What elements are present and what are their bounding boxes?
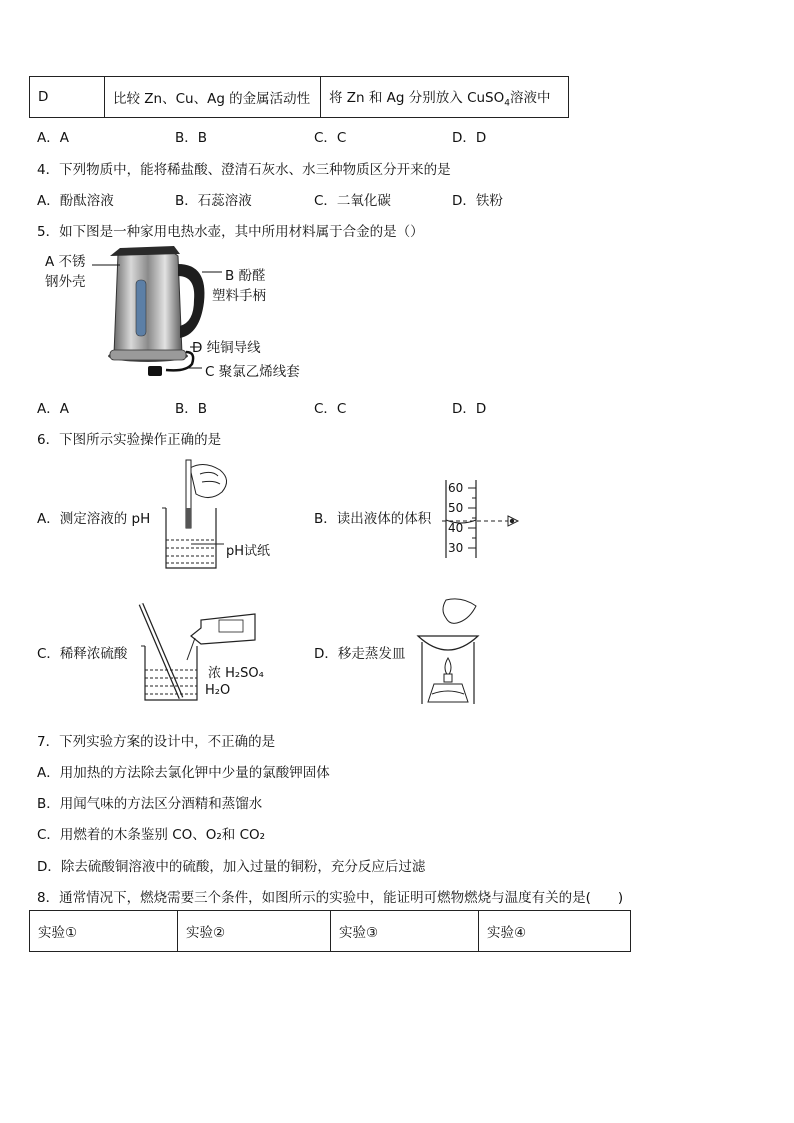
ph-paper-note: pH试纸: [226, 544, 271, 559]
dilute-acid-illustration: [135, 600, 265, 704]
kettle-label-a1: A 不锈: [45, 254, 86, 270]
kettle-label-a2: 钢外壳: [45, 274, 86, 290]
evaporating-dish-illustration: [410, 596, 486, 708]
q3-option-a: A．A: [37, 130, 69, 146]
water-note: H₂O: [205, 683, 231, 698]
q7-option-a: A．用加热的方法除去氯化钾中少量的氯酸钾固体: [37, 765, 330, 781]
table-row: [30, 911, 631, 952]
q7-option-b: B．用闻气味的方法区分酒精和蒸馏水: [37, 796, 263, 812]
table-cell: 实验③: [331, 911, 479, 952]
cell-text: 将 Zn 和 Ag 分别放入 CuSO: [329, 89, 505, 106]
q5-option-c: C．C: [314, 401, 347, 417]
q5-stem: 5．如下图是一种家用电热水壶，其中所用材料属于合金的是（）: [37, 224, 424, 240]
q6-option-d-label: D．移走蒸发皿: [314, 646, 406, 662]
scale-60: 60: [448, 481, 464, 495]
scale-50: 50: [448, 501, 464, 515]
q5-option-a: A．A: [37, 401, 69, 417]
table-cell: [321, 77, 569, 118]
q3-option-c: C．C: [314, 130, 347, 146]
q5-option-b: B．B: [175, 401, 208, 417]
conc-h2so4-note: 浓 H₂SO₄: [208, 666, 264, 681]
q4-stem: 4．下列物质中，能将稀盐酸、澄清石灰水、水三种物质区分开来的是: [37, 162, 451, 178]
kettle-leader-lines: [90, 255, 240, 380]
scale-30: 30: [448, 541, 464, 555]
table-cell: 实验④: [479, 911, 631, 952]
q3-option-d: D．D: [452, 130, 487, 146]
q7-option-d: D．除去硫酸铜溶液中的硫酸，加入过量的铜粉，充分反应后过滤: [37, 859, 426, 875]
q6-option-b-label: B．读出液体的体积: [314, 511, 432, 527]
q6-option-c-label: C．稀释浓硫酸: [37, 646, 128, 662]
q6-stem: 6．下图所示实验操作正确的是: [37, 432, 222, 448]
q8-stem: 8．通常情况下，燃烧需要三个条件，如图所示的实验中，能证明可燃物燃烧与温度有关的是( ): [37, 890, 624, 906]
experiment-table: [29, 910, 631, 952]
q5-option-d: D．D: [452, 401, 487, 417]
q4-option-b: B．石蕊溶液: [175, 193, 252, 209]
q7-option-c: C．用燃着的木条鉴别 CO、O₂和 CO₂: [37, 827, 266, 843]
q3-option-b: B．B: [175, 130, 208, 146]
scale-40: 40: [448, 521, 464, 535]
table-cell: 实验①: [30, 911, 178, 952]
q7-stem: 7．下列实验方案的设计中，不正确的是: [37, 734, 276, 750]
table-cell: D: [30, 77, 105, 118]
subscript: 4: [504, 98, 510, 109]
table-cell: 比较 Zn、Cu、Ag 的金属活动性: [105, 77, 321, 118]
kettle-label-c: C 聚氯乙烯线套: [205, 364, 300, 380]
cell-text: 溶液中: [509, 89, 551, 106]
table-row: [30, 77, 569, 118]
top-table: [29, 76, 569, 118]
table-cell: 实验②: [178, 911, 331, 952]
q4-option-a: A．酚酞溶液: [37, 193, 114, 209]
q4-option-c: C．二氧化碳: [314, 193, 391, 209]
q4-option-d: D．铁粉: [452, 193, 503, 209]
kettle-label-b2: 塑料手柄: [212, 288, 266, 304]
kettle-label-b1: B 酚醛: [225, 268, 266, 284]
kettle-label-d: D 纯铜导线: [192, 340, 261, 356]
q6-option-a-label: A．测定溶液的 pH: [37, 511, 151, 527]
